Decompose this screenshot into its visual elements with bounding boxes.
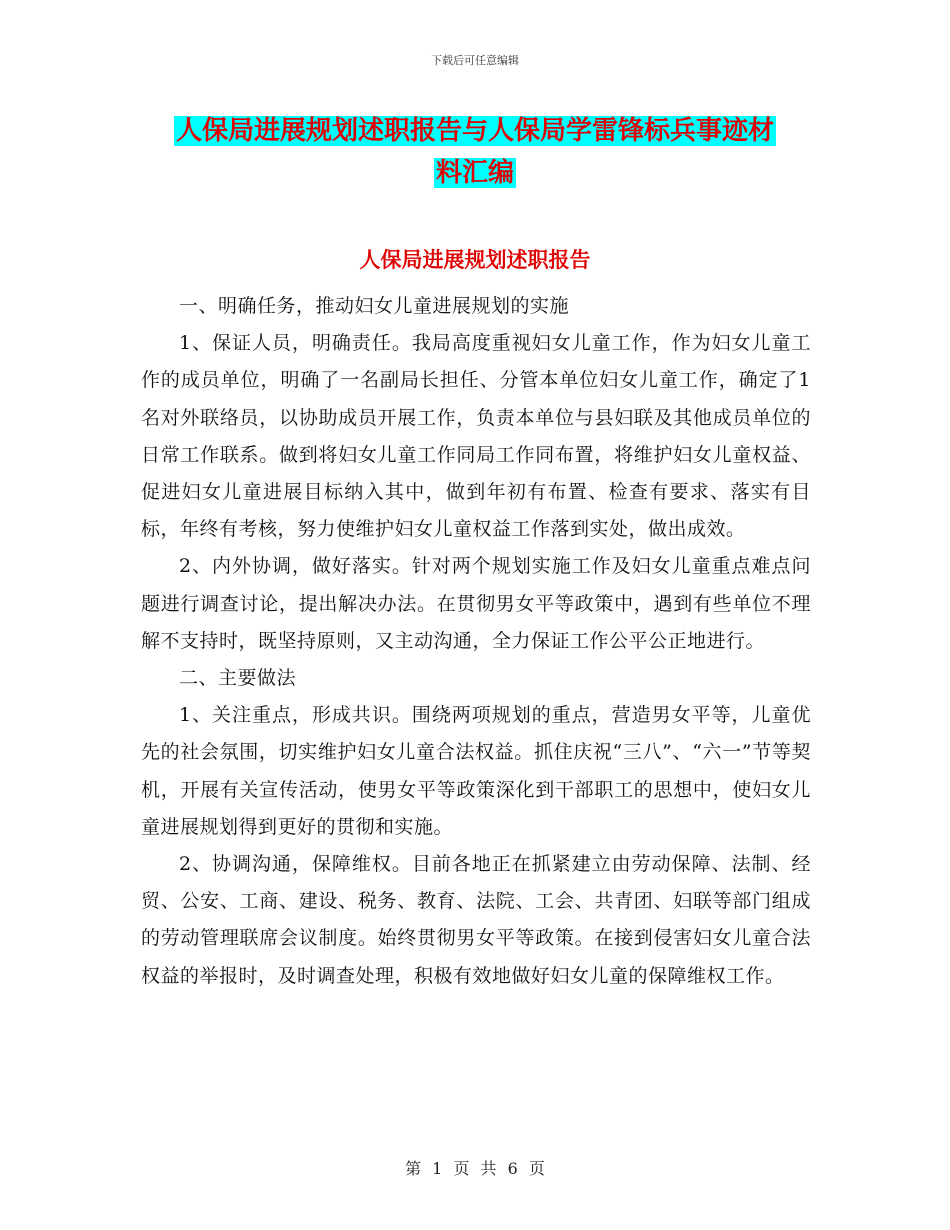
- page-number-footer: 第 1 页 共 6 页: [405, 1159, 545, 1178]
- section-title: 人保局进展规划述职报告: [359, 248, 591, 272]
- paragraph: 2、协调沟通，保障维权。目前各地正在抓紧建立由劳动保障、法制、经贸、公安、工商、建设、税务、教育、法院、工会、共青团、妇联等部门组成的劳动管理联席会议制度。始终贯彻男女平等政策。在接到侵害妇女儿童合法权益的举报时，及时调查处理，积极有效地做好妇女儿童的保障维权工作。: [141, 853, 811, 987]
- paragraph: 2、内外协调，做好落实。针对两个规划实施工作及妇女儿童重点难点问题进行调查讨论，提出解决办法。在贯彻男女平等政策中，遇到有些单位不理解不支持时，既坚持原则，又主动沟通，全力保证工作公平公正地进行。: [141, 555, 811, 652]
- main-title-line-2: [140, 148, 810, 198]
- paragraph: 1、关注重点，形成共识。围绕两项规划的重点，营造男女平等，儿童优先的社会氛围，切实维护妇女儿童合法权益。抓住庆祝“三八”、“六一”节等契机，开展有关宣传活动，使男女平等政策深化到干部职工的思想中，使妇女儿童进展规划得到更好的贯彻和实施。: [141, 704, 811, 838]
- body-text: [141, 288, 811, 995]
- main-title-text-2: 料汇编: [435, 158, 514, 188]
- header-note: 下载后可任意编辑: [431, 54, 519, 67]
- paragraph: 1、保证人员，明确责任。我局高度重视妇女儿童工作，作为妇女儿童工作的成员单位，明确了一名副局长担任、分管本单位妇女儿童工作，确定了1名对外联络员，以协助成员开展工作，负责本单位与县妇联及其他成员单位的日常工作联系。做到将妇女儿童工作同局工作同布置，将维护妇女儿童权益、促进妇女儿童进展目标纳入其中，做到年初有布置、检查有要求、落实有目标，年终有考核，努力使维护妇女儿童权益工作落到实处，做出成效。: [141, 332, 811, 541]
- paragraph-heading-1: 一、明确任务，推动妇女儿童进展规划的实施: [179, 295, 570, 317]
- main-title-text-1: 人保局进展规划述职报告与人保局学雷锋标兵事迹材: [175, 116, 774, 146]
- paragraph-heading-2: 二、主要做法: [179, 667, 297, 690]
